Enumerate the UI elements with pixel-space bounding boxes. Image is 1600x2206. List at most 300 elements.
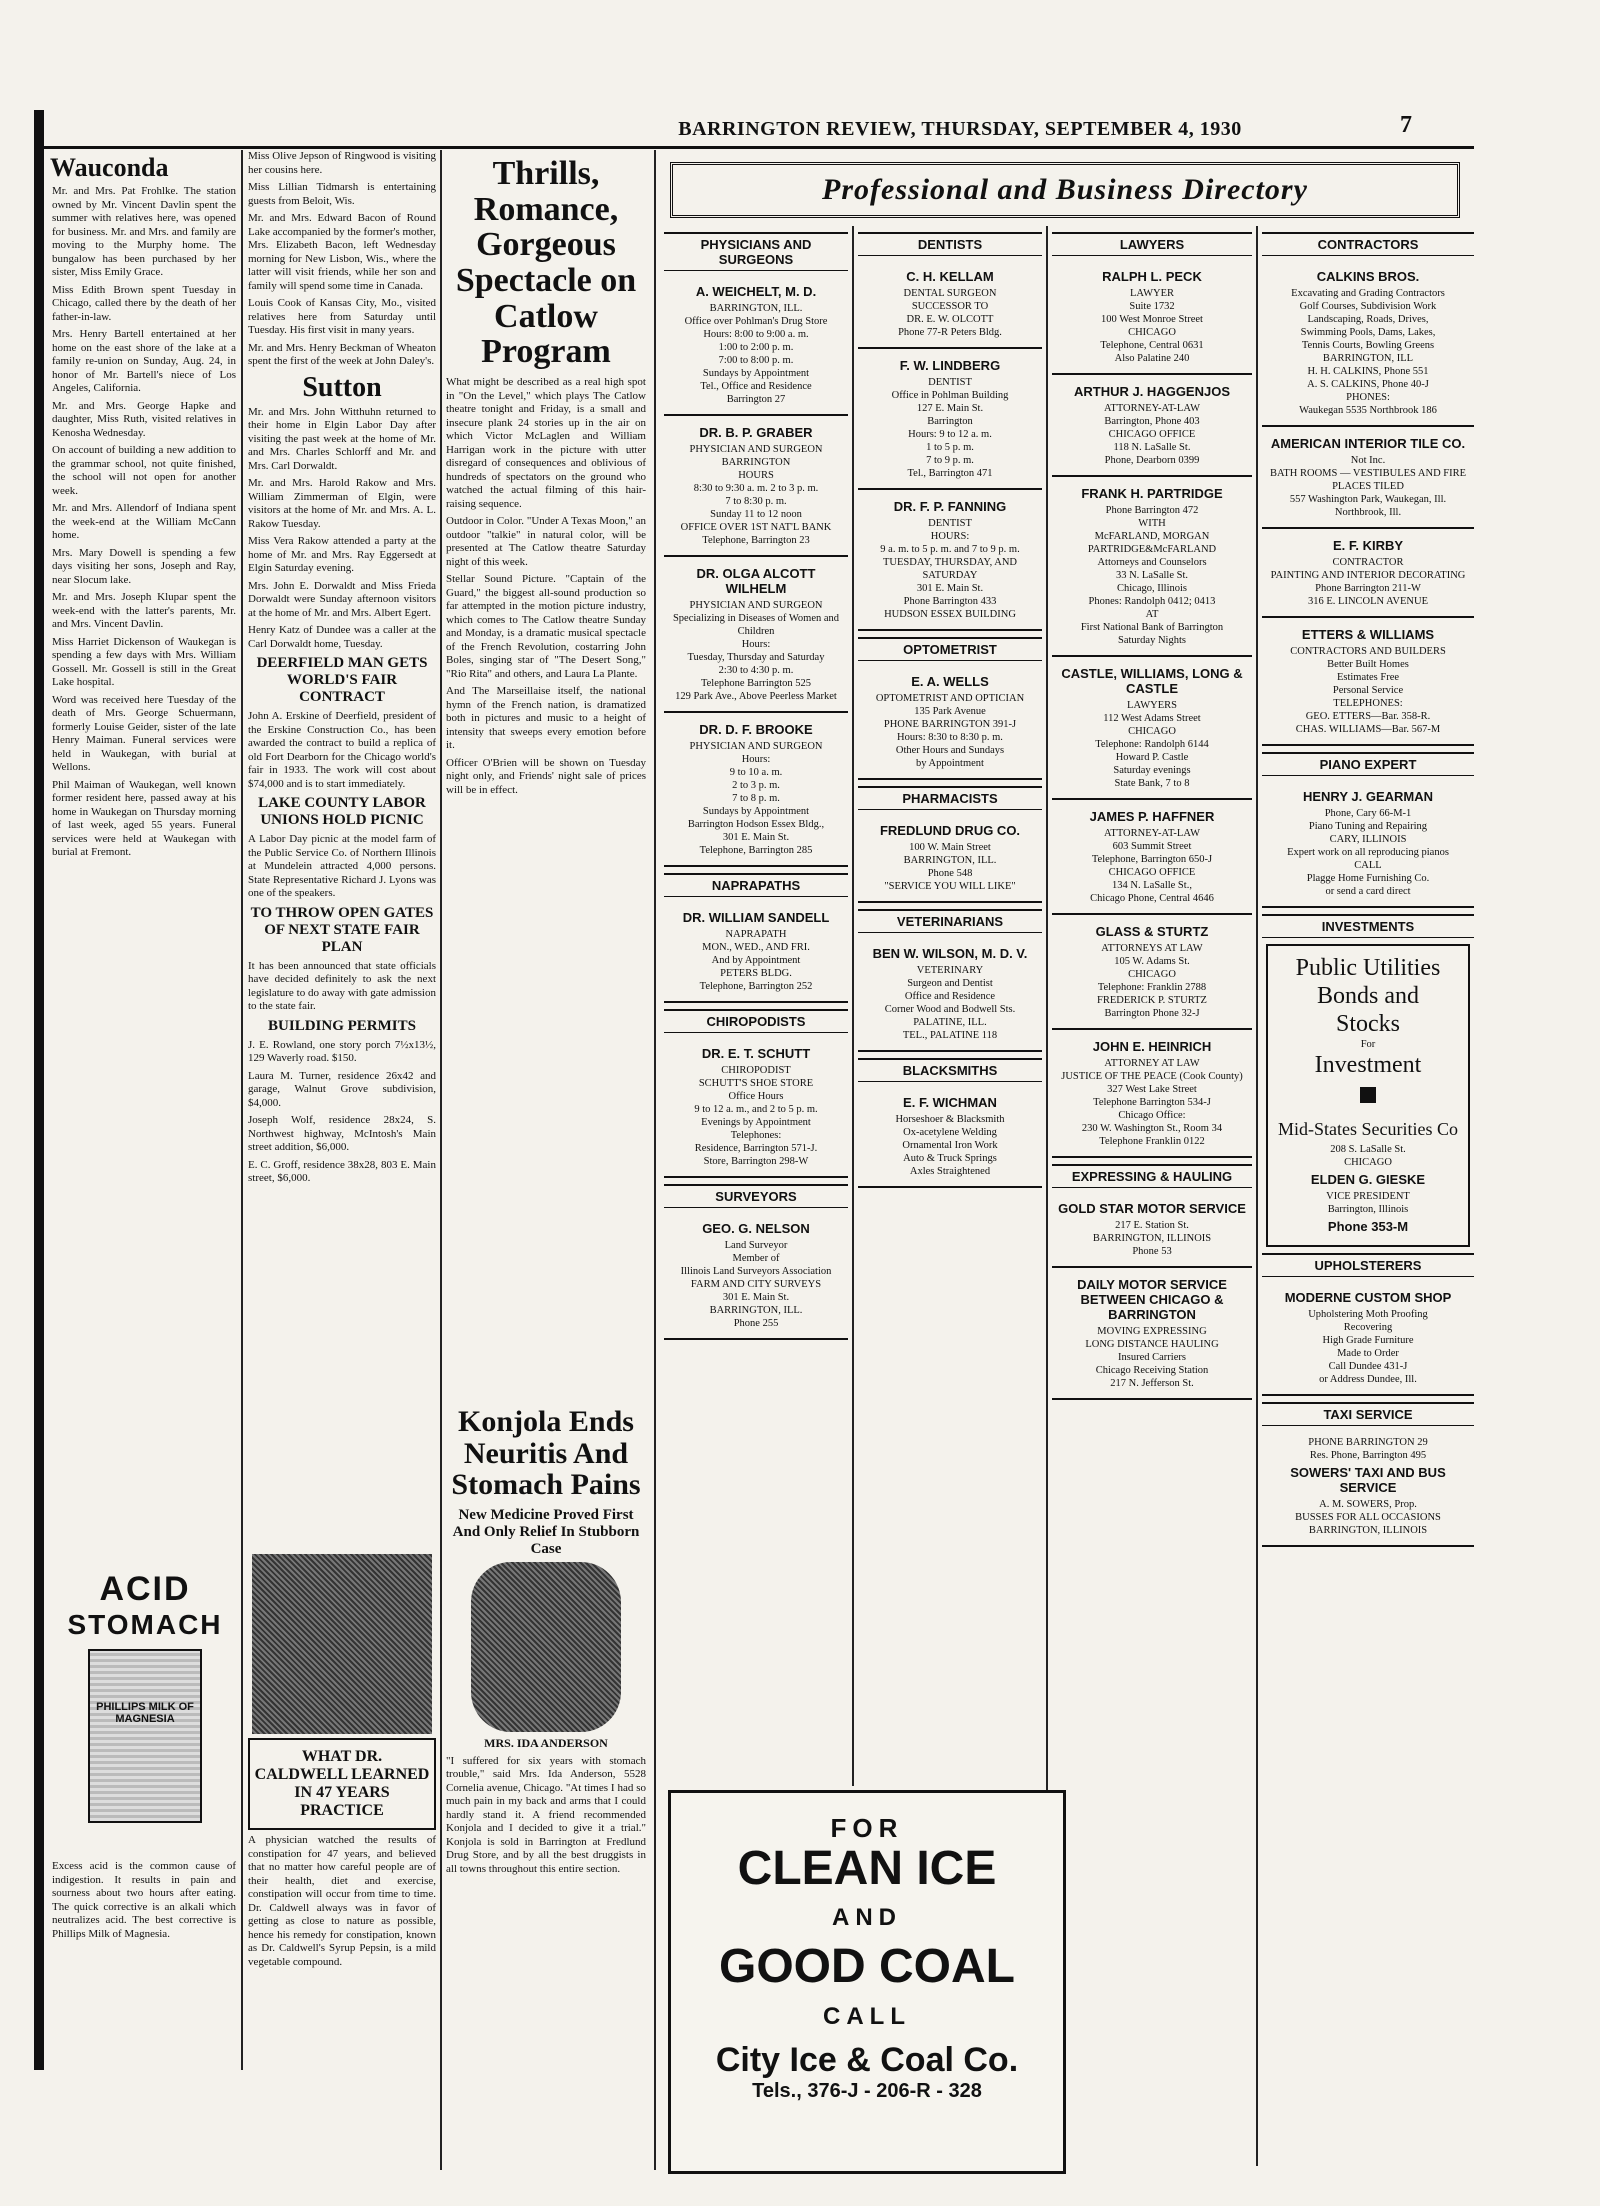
card-line: Telephone Barrington 534-J <box>1093 1097 1211 1108</box>
column-rule <box>241 150 243 2070</box>
card-line: 129 Park Ave., Above Peerless Market <box>675 691 837 702</box>
paragraph: Mrs. Mary Dowell is spending a few days visiting her sons, Joseph and Ray, near Slocum lake. <box>52 546 236 586</box>
paragraph: Miss Olive Jepson of Ringwood is visiting her cousins here. <box>248 150 436 176</box>
business-name: E. A. WELLS <box>911 674 989 689</box>
card-line: "SERVICE YOU WILL LIKE" <box>884 881 1016 892</box>
card-line: HOURS <box>738 470 774 481</box>
directory-title: Professional and Business Directory <box>670 162 1460 218</box>
card-line: LAWYERS <box>1127 700 1177 711</box>
card-line: Plagge Home Furnishing Co. <box>1306 873 1430 884</box>
investments-line-3: Stocks <box>1335 1011 1400 1037</box>
card-line: TEL., PALATINE 118 <box>902 1030 998 1041</box>
caldwell-text: A physician watched the results of constipation for 47 years, and believed that no matter how careful people are of their health, diet and exercise, constipation will occur from time to time. Dr. Caldwell always was in favor of getting as close to nature as possible, hence his remedy for constipation, known as Dr. Caldwell's Syrup Pepsin, is a mild vegetable compound. <box>248 1834 436 1968</box>
directory-section-header: SURVEYORS <box>664 1184 848 1208</box>
directory-card <box>664 901 848 1003</box>
directory-card <box>664 1037 848 1178</box>
paragraph: Phil Maiman of Waukegan, well known former resident here, passed away at his home in Waukegan on Thursday morning of last week, aged 55 years. Funeral services were held at Waukegan with burial at Fremont. <box>52 778 236 859</box>
card-line: 301 E. Main St. <box>916 583 984 594</box>
card-line: ATTORNEY AT LAW <box>1104 1058 1200 1069</box>
card-line: PHYSICIAN AND SURGEON <box>689 741 823 752</box>
card-line: First National Bank of Barrington <box>1080 622 1224 633</box>
taxi-name: SOWERS' TAXI AND BUS SERVICE <box>1290 1465 1446 1495</box>
konjola-text: "I suffered for six years with stomach trouble," said Mrs. Ida Anderson, 5528 Cornelia avenue, Chicago. "At times I had so much pain in my back and arms that I could hardly stand it. A friend recommended Konjola and I decided to give it a trial." Konjola is sold in Barrington at Fredlund Drug Store, and by all the best druggists in all towns throughout this entire section. <box>446 1754 646 1875</box>
card-line: BARRINGTON <box>721 457 791 468</box>
directory-card <box>664 275 848 416</box>
card-line: DENTIST <box>928 518 972 529</box>
card-line: 217 E. Station St. <box>1115 1220 1189 1231</box>
directory-section-header: VETERINARIANS <box>858 909 1042 933</box>
catlow-headline: Thrills, Romance, Gorgeous Spectacle on Catlow Program <box>455 155 637 371</box>
directory-card <box>858 1086 1042 1188</box>
paragraph: High Grade Furniture <box>1322 1335 1414 1346</box>
card-line: CHICAGO <box>1128 327 1176 338</box>
stomach-heading: STOMACH <box>67 1609 223 1640</box>
bottle-label: PHILLIPS MILK OF MAGNESIA <box>96 1701 194 1725</box>
card-line: Hours: <box>741 754 771 765</box>
paragraph: Stellar Sound Picture. "Captain of the Guard," the biggest all-sound production so far attempted in the motion picture industry, which comes to The Catlow theatre Sunday and Monday, is a dramatic musical spectacle of the French Revolution, costarring John Boles, singing star of "The Desert Song," "Rio Rita" and others, and Laura La Plante. <box>446 573 646 680</box>
card-line: Hours: 8:30 to 8:30 p. m. <box>897 732 1003 743</box>
paragraph: Recovering <box>1343 1322 1393 1333</box>
card-line: 9 a. m. to 5 p. m. and 7 to 9 p. m. <box>880 544 1020 555</box>
card-line: Hours: 9 to 12 a. m. <box>908 429 992 440</box>
business-name: CASTLE, WILLIAMS, LONG & CASTLE <box>1061 666 1243 696</box>
paragraph: J. E. Rowland, one story porch 7½x13½, 129 Waverly road. $150. <box>248 1038 436 1065</box>
business-name: JAMES P. HAFFNER <box>1089 809 1215 824</box>
business-name: HENRY J. GEARMAN <box>1302 789 1434 804</box>
square-bullet-icon <box>1360 1087 1376 1103</box>
column-rule <box>440 150 442 2170</box>
directory-card <box>858 260 1042 349</box>
card-line: SUCCESSOR TO <box>911 301 989 312</box>
card-line: PHYSICIAN AND SURGEON <box>689 600 823 611</box>
paragraph: E. C. Groff, residence 38x28, 803 E. Main street, $6,000. <box>248 1158 436 1185</box>
card-line: MOVING EXPRESSING <box>1097 1326 1207 1337</box>
card-line: 2 to 3 p. m. <box>732 780 780 791</box>
card-line: 1 to 5 p. m. <box>926 442 974 453</box>
directory-card <box>858 937 1042 1052</box>
card-line: Surgeon and Dentist <box>907 978 993 989</box>
card-line: 8:30 to 9:30 a. m. 2 to 3 p. m. <box>693 483 819 494</box>
ice-for: FOR <box>830 1813 904 1843</box>
business-name: GLASS & STURTZ <box>1095 924 1209 939</box>
card-line: CHICAGO <box>1128 969 1176 980</box>
paragraph: Joseph Wolf, residence 28x24, S. Northwest highway, McIntosh's Main street addition, $6,000. <box>248 1114 436 1154</box>
card-line: CHIROPODIST <box>721 1065 791 1076</box>
directory-card <box>664 1212 848 1340</box>
card-line: LAWYER <box>1129 288 1175 299</box>
card-line: CONTRACTORS AND BUILDERS <box>1290 646 1446 657</box>
directory-section-header: CHIROPODISTS <box>664 1009 848 1033</box>
card-line: Waukegan 5535 Northbrook 186 <box>1299 405 1437 416</box>
directory-column-2 <box>858 226 1042 1786</box>
investments-line-2: Bonds and <box>1317 983 1419 1009</box>
directory-card <box>664 416 848 557</box>
card-line: PETERS BLDG. <box>720 968 792 979</box>
directory-card <box>858 349 1042 490</box>
card-line: Telephone, Central 0631 <box>1100 340 1204 351</box>
card-line: FREDERICK P. STURTZ <box>1097 995 1207 1006</box>
directory-card <box>858 665 1042 780</box>
column-sutton <box>246 150 438 1540</box>
investments-ad <box>1266 944 1470 1247</box>
caldwell-headline-box <box>248 1738 436 1830</box>
card-line: Swimming Pools, Dams, Lakes, <box>1300 327 1436 338</box>
investments-city: CHICAGO <box>1344 1157 1392 1168</box>
paragraph: Miss Lillian Tidmarsh is entertaining guests from Beloit, Wis. <box>248 181 436 207</box>
ice-and: AND <box>832 1904 902 1932</box>
directory-card <box>1052 375 1252 477</box>
card-line: Residence, Barrington 571-J. <box>694 1143 818 1154</box>
paragraph: Laura M. Turner, residence 26x42 and garage, Walnut Grove subdivision, $4,000. <box>248 1069 436 1109</box>
investments-line-5: Investment <box>1314 1052 1422 1078</box>
paragraph: Mr. and Mrs. Henry Beckman of Wheaton spent the first of the week at John Daley's. <box>248 341 436 367</box>
card-line: 7:00 to 8:00 p. m. <box>718 355 794 366</box>
card-line: 301 E. Main St. <box>722 832 790 843</box>
card-line: PHONES: <box>1346 392 1390 403</box>
card-line: Chicago Office: <box>1118 1110 1186 1121</box>
card-line: 217 N. Jefferson St. <box>1110 1378 1194 1389</box>
card-line: Barrington Phone 32-J <box>1104 1008 1200 1019</box>
card-line: 118 N. LaSalle St. <box>1113 442 1191 453</box>
paragraph: And The Marseillaise itself, the national hymn of the French nation, is dramatized both in pictures and music to a height of intensity that sweeps every emotion before it. <box>446 685 646 752</box>
card-line: 1:00 to 2:00 p. m. <box>718 342 794 353</box>
business-name: FREDLUND DRUG CO. <box>879 823 1021 838</box>
card-line: Howard P. Castle <box>1115 752 1189 763</box>
card-line: Golf Courses, Subdivision Work <box>1299 301 1437 312</box>
card-line: Tuesday, Thursday and Saturday <box>687 652 825 663</box>
acid-heading: ACID <box>99 1570 191 1608</box>
card-line: Store, Barrington 298-W <box>703 1156 809 1167</box>
business-name: ARTHUR J. HAGGENJOS <box>1073 384 1231 399</box>
directory-section-header: DENTISTS <box>858 232 1042 256</box>
investments-title: VICE PRESIDENT <box>1326 1191 1410 1202</box>
card-line: Auto & Truck Springs <box>903 1153 997 1164</box>
card-line: And by Appointment <box>711 955 801 966</box>
paragraph: What might be described as a real high spot in "On the Level," which plays The Catlow theatre tonight and Friday, is a small and insecure plank 24 stories up in the air on which Victor McLaglen and William Harrigan work in the picture with utter disregard of consequences and oblivious of hundreds of spectators on the ground who watched the actual filming of this hair-raising sequence. <box>446 376 646 510</box>
card-line: Telephone, Barrington 650-J <box>1091 854 1213 865</box>
business-name: A. WEICHELT, M. D. <box>695 284 817 299</box>
directory-column-1 <box>664 226 848 1786</box>
card-line: CHAS. WILLIAMS—Bar. 567-M <box>1295 724 1441 735</box>
card-line: Phone 53 <box>1132 1246 1172 1257</box>
column-rule <box>852 226 854 1786</box>
card-line: 7 to 8:30 p. m. <box>725 496 787 507</box>
card-line: Personal Service <box>1332 685 1404 696</box>
card-line: Office in Pohlman Building <box>891 390 1009 401</box>
card-line: 301 E. Main St. <box>722 1292 790 1303</box>
card-line: Insured Carriers <box>1118 1352 1186 1363</box>
directory-column-4-cards <box>1262 232 1474 908</box>
business-name: GOLD STAR MOTOR SERVICE <box>1058 1201 1246 1216</box>
paragraph: or Address Dundee, Ill. <box>1319 1374 1417 1385</box>
paragraph: Officer O'Brien will be shown on Tuesday night only, and Friends' night sale of prices will be in effect. <box>446 756 646 796</box>
card-line: Landscaping, Roads, Drives, <box>1307 314 1429 325</box>
binding-edge <box>34 110 44 2070</box>
card-line: Tel., Barrington 471 <box>907 468 993 479</box>
card-line: NAPRAPATH <box>725 929 787 940</box>
card-line: 100 W. Main Street <box>909 842 991 853</box>
card-line: 2:30 to 4:30 p. m. <box>718 665 794 676</box>
konjola-ad <box>444 1400 648 2180</box>
card-line: Telephone: Randolph 6144 <box>1095 739 1209 750</box>
card-line: ATTORNEY-AT-LAW <box>1104 828 1200 839</box>
directory-card <box>858 490 1042 631</box>
paragraph: Made to Order <box>1337 1348 1399 1359</box>
ice-telephones: Tels., 376-J - 206-R - 328 <box>752 2079 982 2102</box>
card-line: 112 West Adams Street <box>1103 713 1201 724</box>
column-wauconda <box>50 150 238 1560</box>
directory-card <box>664 557 848 713</box>
card-line: Member of <box>732 1253 780 1264</box>
card-line: WITH <box>1138 518 1166 529</box>
card-line: JUSTICE OF THE PEACE (Cook County) <box>1061 1071 1243 1082</box>
paragraph: BUSSES FOR ALL OCCASIONS <box>1295 1512 1441 1523</box>
wauconda-news <box>50 185 238 860</box>
directory-card <box>1052 1268 1252 1400</box>
building-permits-list <box>246 1039 438 1186</box>
card-line: Phone, Cary 66-M-1 <box>1324 808 1412 819</box>
card-line: BARRINGTON, ILL. <box>709 1305 803 1316</box>
card-line: CONTRACTOR <box>1332 557 1404 568</box>
paragraph: Word was received here Tuesday of the death of Mrs. George Schuermann, formerly Louise Geider, sister of the late Henry Maiman. Funeral services were held in Waukegan, with burial at Wellons. <box>52 693 236 774</box>
card-line: by Appointment <box>916 758 984 769</box>
directory-column-3 <box>1052 226 1252 2176</box>
business-name: RALPH L. PECK <box>1102 269 1202 284</box>
business-name: C. H. KELLAM <box>906 269 994 284</box>
card-line: Chicago Phone, Central 4646 <box>1090 893 1214 904</box>
paragraph: A Labor Day picnic at the model farm of the Public Service Co. of Northern Illinois at Mundelein attracted 4,000 persons. State Representative Richard J. Lyons was one of the speakers. <box>248 833 436 900</box>
paragraph: Mrs. John E. Dorwaldt and Miss Frieda Dorwaldt were Sunday afternoon visitors at the home of Mr. and Mrs. Albert Egert. <box>248 579 436 619</box>
card-line: Office and Residence <box>904 991 996 1002</box>
business-name: F. W. LINDBERG <box>899 358 1001 373</box>
directory-card <box>1052 915 1252 1030</box>
card-line: 105 W. Adams St. <box>1114 956 1190 967</box>
directory-section-header: PIANO EXPERT <box>1262 752 1474 776</box>
investments-phone: Phone 353-M <box>1327 1219 1409 1234</box>
card-line: 100 West Monroe Street <box>1101 314 1203 325</box>
card-line: LONG DISTANCE HAULING <box>1085 1339 1219 1350</box>
investments-agent: ELDEN G. GIESKE <box>1310 1172 1426 1187</box>
directory-card <box>1052 1192 1252 1268</box>
card-line: DENTIST <box>928 377 972 388</box>
card-line: DR. E. W. OLCOTT <box>906 314 994 325</box>
card-line: 9 to 10 a. m. <box>729 767 783 778</box>
directory-section-header: PHARMACISTS <box>858 786 1042 810</box>
card-line: PAINTING AND INTERIOR DECORATING <box>1270 570 1466 581</box>
card-line: BARRINGTON, ILL <box>1322 353 1414 364</box>
card-line: Hours: <box>741 639 771 650</box>
paragraph: Upholstering Moth Proofing <box>1308 1309 1428 1320</box>
labor-picnic-heading: LAKE COUNTY LABOR UNIONS HOLD PICNIC <box>258 795 426 829</box>
card-line: 603 Summit Street <box>1112 841 1192 852</box>
acid-ad-text-column <box>50 1860 238 2160</box>
directory-section-header: PHYSICIANS AND SURGEONS <box>664 232 848 271</box>
column-catlow <box>444 150 648 1380</box>
card-line: CHICAGO OFFICE <box>1108 429 1196 440</box>
labor-picnic-news <box>246 833 438 901</box>
paragraph: Miss Edith Brown spent Tuesday in Chicago, called there by the death of her father-in-law. <box>52 283 236 323</box>
directory-card <box>664 713 848 867</box>
business-name: CALKINS BROS. <box>1316 269 1420 284</box>
card-line: Axles Straightened <box>909 1166 991 1177</box>
konjola-subhead: New Medicine Proved First And Only Relief In Stubborn Case <box>452 1506 640 1557</box>
taxi-header: TAXI SERVICE <box>1262 1402 1474 1426</box>
business-name: DAILY MOTOR SERVICE BETWEEN CHICAGO & BARRINGTON <box>1077 1277 1227 1322</box>
card-line: Evenings by Appointment <box>701 1117 811 1128</box>
card-line: Phone 77-R Peters Bldg. <box>898 327 1002 338</box>
local-news <box>246 150 438 369</box>
card-line: GEO. ETTERS—Bar. 358-R. <box>1305 711 1431 722</box>
ice-call: CALL <box>823 2002 911 2030</box>
card-line: HUDSON ESSEX BUILDING <box>884 609 1016 620</box>
column-rule <box>654 150 656 2170</box>
business-name: DR. WILLIAM SANDELL <box>682 910 830 925</box>
paragraph: Miss Harriet Dickenson of Waukegan is spending a few days with Mrs. William Gossell. Mr. Gossell is still in the Great Lake hospital. <box>52 635 236 689</box>
card-line: PALATINE, ILL. <box>913 1017 987 1028</box>
card-line: Piano Tuning and Repairing <box>1308 821 1428 832</box>
taxi-details <box>1264 1498 1472 1537</box>
card-line: Sundays by Appointment <box>702 368 810 379</box>
directory-card <box>1052 477 1252 657</box>
card-line: Phones: Randolph 0412; 0413 <box>1088 596 1216 607</box>
medicine-bottle-image <box>88 1649 202 1823</box>
paragraph: PHONE BARRINGTON 29 <box>1308 1437 1428 1448</box>
card-line: DENTAL SURGEON <box>903 288 997 299</box>
card-line: Sundays by Appointment <box>702 806 810 817</box>
paragraph: Mr. and Mrs. Allendorf of Indiana spent the week-end at the William McCann home. <box>52 502 236 542</box>
paragraph: A. M. SOWERS, Prop. <box>1319 1499 1417 1510</box>
masthead: BARRINGTON REVIEW, THURSDAY, SEPTEMBER 4, 1930 <box>678 118 1242 140</box>
business-name: DR. D. F. BROOKE <box>699 722 813 737</box>
dr-caldwell-portrait <box>252 1554 432 1734</box>
directory-card <box>1262 529 1474 618</box>
directory-section-header: LAWYERS <box>1052 232 1252 256</box>
directory-section-header: OPTOMETRIST <box>858 637 1042 661</box>
card-line: Land Surveyor <box>724 1240 788 1251</box>
card-line: Better Built Homes <box>1327 659 1409 670</box>
caldwell-ad <box>246 1550 438 2170</box>
directory-section-header: NAPRAPATHS <box>664 873 848 897</box>
card-line: State Bank, 7 to 8 <box>1114 778 1190 789</box>
card-line: 316 E. LINCOLN AVENUE <box>1308 596 1428 607</box>
paragraph: Res. Phone, Barrington 495 <box>1309 1450 1427 1461</box>
card-line: Saturday Nights <box>1118 635 1186 646</box>
card-line: Expert work on all reproducing pianos <box>1287 847 1449 858</box>
directory-card <box>1052 657 1252 800</box>
card-line: Phone 255 <box>733 1318 779 1329</box>
card-line: Corner Wood and Bodwell Sts. <box>884 1004 1016 1015</box>
deerfield-news <box>246 710 438 791</box>
card-line: BATH ROOMS — VESTIBULES AND FIRE PLACES TILED <box>1269 468 1467 492</box>
card-line: Phone Barrington 472 <box>1105 505 1199 516</box>
card-line: Illinois Land Surveyors Association <box>680 1266 832 1277</box>
ice-company: City Ice & Coal Co. <box>715 2040 1019 2079</box>
paragraph: Mrs. Henry Bartell entertained at her home on the east shore of the lake at a family re-union on Sunday, Aug. 24, in honor of Mr. Bartell's niece of Los Angeles, California. <box>52 328 236 395</box>
deerfield-heading: DEERFIELD MAN GETS WORLD'S FAIR CONTRACT <box>256 655 428 706</box>
paragraph: Outdoor in Color. "Under A Texas Moon," an outdoor "talkie" in natural color, will be presented at The Catlow theatre Saturday night of this week. <box>446 515 646 568</box>
paragraph: On account of building a new addition to the grammar school, not quite finished, the school will not open for another week. <box>52 444 236 497</box>
card-line: AT <box>1145 609 1159 620</box>
card-line: Office Hours <box>728 1091 784 1102</box>
state-fair-news <box>246 960 438 1014</box>
card-line: Tel., Office and Residence <box>700 381 812 392</box>
paragraph: Mr. and Mrs. Edward Bacon of Round Lake accompanied by the former's mother, Mrs. Elizabeth Bacon, left Wednesday morning for New Lisbon, Wis., where the latter will visit friends, while her son and family will spend some time in Canada. <box>248 212 436 292</box>
caldwell-headline: WHAT DR. CALDWELL LEARNED IN 47 YEARS PRACTICE <box>254 1748 430 1819</box>
paragraph: John A. Erskine of Deerfield, president of the Erskine Construction Co., has been awarded the contract to build a replica of old Fort Dearborn for the Chicago world's fair in 1933. The work will cost about $74,000 and is to start immediately. <box>248 710 436 790</box>
card-line: CARY, ILLINOIS <box>1329 834 1407 845</box>
card-line: BARRINGTON, ILL. <box>903 855 997 866</box>
investments-line-1: Public Utilities <box>1295 955 1441 981</box>
card-line: Telephone Barrington 525 <box>700 678 812 689</box>
card-line: TUESDAY, THURSDAY, AND SATURDAY <box>882 557 1017 581</box>
card-line: Also Palatine 240 <box>1114 353 1190 364</box>
card-line: or send a card direct <box>1325 886 1411 897</box>
card-line: Hours: 8:00 to 9:00 a. m. <box>703 329 809 340</box>
card-line: SCHUTT'S SHOE STORE <box>698 1078 814 1089</box>
card-line: 127 E. Main St. <box>916 403 984 414</box>
sutton-news <box>246 406 438 652</box>
directory-column-4 <box>1262 226 1474 2176</box>
business-name: GEO. G. NELSON <box>702 1221 810 1236</box>
photo-caption: MRS. IDA ANDERSON <box>484 1735 608 1750</box>
card-line: 135 Park Avenue <box>914 706 986 717</box>
card-line: Attorneys and Counselors <box>1097 557 1207 568</box>
card-line: 327 West Lake Street <box>1107 1084 1197 1095</box>
directory-card <box>1262 427 1474 529</box>
card-line: Tennis Courts, Bowling Greens <box>1301 340 1435 351</box>
good-coal: GOOD COAL <box>719 1940 1015 1994</box>
card-line: Phone Barrington 433 <box>903 596 997 607</box>
card-line: Ox-acetylene Welding <box>903 1127 997 1138</box>
card-line: Telephone: Franklin 2788 <box>1097 982 1207 993</box>
card-line: Barrington <box>927 416 973 427</box>
upholsterer-card <box>1262 1281 1474 1396</box>
card-line: Other Hours and Sundays <box>895 745 1005 756</box>
directory-section-header: EXPRESSING & HAULING <box>1052 1164 1252 1188</box>
directory-card <box>858 814 1042 903</box>
card-line: Phone 548 <box>927 868 973 879</box>
directory-section-header: BLACKSMITHS <box>858 1058 1042 1082</box>
directory-card <box>1052 800 1252 915</box>
paragraph: Louis Cook of Kansas City, Mo., visited relatives here from Saturday until Tuesday. His first visit in many years. <box>248 297 436 336</box>
business-name: E. F. WICHMAN <box>903 1095 997 1110</box>
catlow-article <box>444 376 648 797</box>
business-name: JOHN E. HEINRICH <box>1092 1039 1212 1054</box>
card-line: 7 to 9 p. m. <box>926 455 974 466</box>
directory-card <box>1262 618 1474 746</box>
card-line: Specializing in Diseases of Women and Children <box>672 613 840 637</box>
investments-firm: Mid-States Securities Co <box>1278 1119 1458 1139</box>
card-line: CALL <box>1354 860 1382 871</box>
paragraph: Mr. and Mrs. Joseph Klupar spent the week-end with the latter's parents, Mr. and Mrs. Vincent Davlin. <box>52 591 236 631</box>
card-line: OFFICE OVER 1ST NAT'L BANK <box>680 522 832 533</box>
card-line: Chicago, Illinois <box>1117 583 1187 594</box>
sutton-heading: Sutton <box>302 371 382 403</box>
taxi-card <box>1262 1430 1474 1547</box>
card-line: HOURS: <box>930 531 970 542</box>
investments-line-4: For <box>1360 1039 1376 1050</box>
card-line: Barrington 27 <box>726 394 786 405</box>
card-line: Telephone Franklin 0122 <box>1099 1136 1205 1147</box>
card-line: 230 W. Washington St., Room 34 <box>1081 1123 1223 1134</box>
card-line: Phone, Dearborn 0399 <box>1104 455 1200 466</box>
card-line: Barrington Hodson Essex Bldg., <box>687 819 825 830</box>
city-ice-coal-ad <box>668 1790 1066 2174</box>
directory-card <box>1262 260 1474 427</box>
card-line: Not Inc. <box>1350 455 1386 466</box>
upholsterer-lines <box>1264 1308 1472 1386</box>
card-line: Northbrook, Ill. <box>1334 507 1402 518</box>
